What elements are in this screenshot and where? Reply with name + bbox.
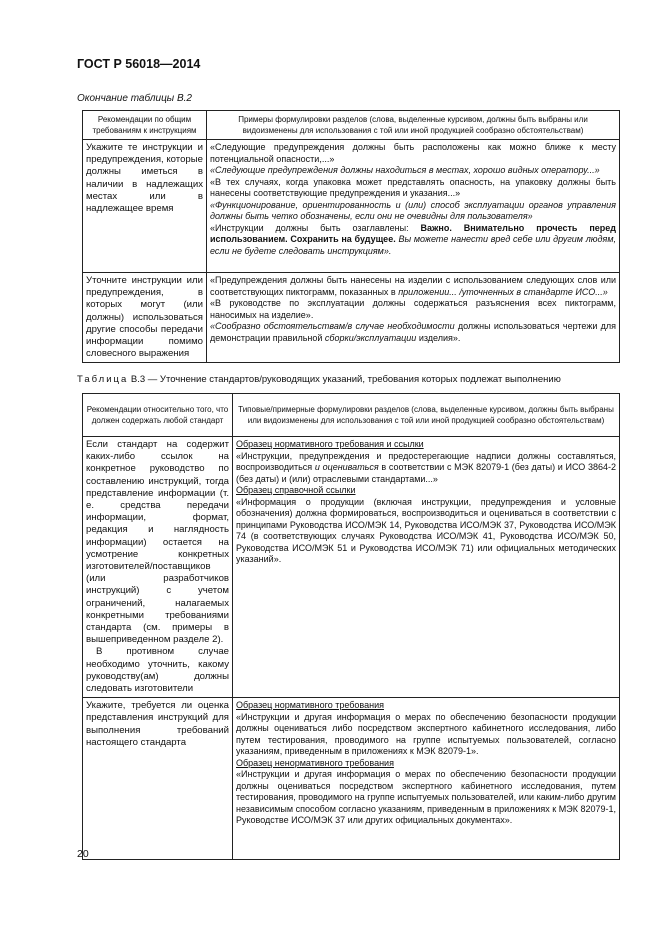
example-text: «Следующие предупреждения должны находиться в местах, хорошо видных оператору...»: [210, 165, 600, 175]
section-title: Образец ненормативного требования: [236, 757, 394, 768]
recommendation-cell: Уточните инструкции или предупреждения, в которых могут (или должны) использоваться другие способы передачи информации помимо словесного выражения: [83, 273, 207, 363]
column-header: Рекомендации по общим требованиям к инструкциям: [83, 111, 207, 140]
column-header: Примеры формулировки разделов (слова, выделенные курсивом, должны быть выбраны или видоизменены для использования с той или иной продукцией сообразно обстоятельствам): [207, 111, 620, 140]
column-header: Рекомендации относительно того, что должен содержать любой стандарт: [83, 394, 233, 437]
example-cell: [233, 437, 620, 698]
example-text: [210, 223, 616, 258]
section-title: Образец нормативного требования: [236, 700, 384, 711]
recommendation-cell: Укажите, требуется ли оценка представления инструкций для выполнения требований настоящего стандарта: [83, 698, 233, 860]
section-title: Образец справочной ссылки: [236, 485, 356, 495]
recommendation-cell: [83, 437, 233, 698]
text-run-italic: и оцениваться: [314, 462, 379, 472]
example-text: «Следующие предупреждения должны быть расположены как можно ближе к месту потенциальной опасности,...»: [210, 142, 616, 164]
text-run-italic: «Сообразно обстоятельствам/в случае необходимости: [210, 321, 455, 331]
table-row: [83, 437, 620, 698]
table-row: [83, 698, 620, 860]
text-run-bold: Важно. Внимательно прочесть перед использованием. Сохранить на будущее.: [210, 222, 616, 244]
text-run: изделия».: [416, 332, 461, 343]
text-run: «Инструкции должны быть озаглавлены:: [210, 222, 421, 233]
table-row: [83, 140, 620, 273]
table-b2: [82, 110, 620, 363]
table-b3-caption: [77, 374, 561, 385]
text-run: в соответствии с МЭК 82079-1 (без даты) и ИСО 3864-2 (без даты) и (или) отраслевыми стандартами...»: [236, 462, 616, 484]
example-cell: [207, 273, 620, 363]
section-title: Образец нормативного требования и ссылки: [236, 439, 424, 449]
table-continuation-caption: Окончание таблицы В.2: [77, 93, 192, 104]
caption-label: Таблица: [77, 374, 129, 385]
example-text: «В тех случаях, когда упаковка может представлять опасность, на упаковку должны быть нанесены соответствующие предупреждения и указания...»: [210, 176, 616, 198]
example-text: [210, 321, 616, 344]
recommendation-text: Если стандарт на содержит каких-либо ссылок на конкретное руководство по составлению инструкций, тогда представление информации (т. е. средства передачи информации, формат, редакция и наглядность информации) остается на усмотрение конкретных изготовителей/поставщиков (или разработчиков инструкций) с учетом ограничений, налагаемых конкретными требованиями стандарта (см. примеры в вышеприведенном разделе 2).: [86, 439, 229, 646]
caption-text: В.3 — Уточнение стандартов/руководящих указаний, требования которых подлежат выполнению: [128, 374, 561, 385]
table-header-row: [83, 111, 620, 140]
example-cell: [207, 140, 620, 273]
column-header: Типовые/примерные формулировки разделов (слова, выделенные курсивом, должны быть выбраны или видоизменены для использования с той или иной продукцией сообразно обстоятельствам): [233, 394, 620, 437]
recommendation-text: В противном случае необходимо уточнить, какому руководству(ам) должны следовать изготовители: [86, 646, 229, 695]
example-cell: [233, 698, 620, 860]
text-run: «Предупреждения должны быть нанесены на изделии с использованием следующих слов или соответствующих пиктограмм, показанных в: [210, 275, 616, 297]
example-text: «Информация о продукции (включая инструкции, предупреждения и условные обозначения) должна формироваться, воспроизводиться и оцениваться в соответствии с принципами Руководства ИСО/МЭК 14, Руководства ИСО/МЭК 37, Руководства ИСО/МЭК 74 (в соответствующих случаях Руководства ИСО/МЭК 41, Руководства ИСО/МЭК 50, Руководства ИСО/МЭК 51 и Руководства ИСО/МЭК 71) или официальных методических указаний».: [236, 496, 616, 564]
text-run: должны использоваться чертежи для демонстрации правильной: [210, 321, 616, 343]
document-id: ГОСТ Р 56018—2014: [77, 57, 201, 71]
text-run: «Инструкции, предупреждения и предостерегающие надписи должны составляться, воспроизводиться: [236, 450, 616, 472]
example-text: «Инструкции и другая информация о мерах по обеспечению безопасности продукции должны оцениваться посредством экспертного кабинетного исследования, путем тестирования, проводимого на группе испытуемых пользователей, или каким-либо другим независимым способом согласно указаниям, приведенным в приложениях к МЭК 82079-1, Руководстве ИСО/МЭК 37 или других официальных документах».: [236, 769, 616, 826]
table-header-row: [83, 394, 620, 437]
text-run-italic: сборки/эксплуатации: [324, 332, 417, 343]
example-text: «В руководстве по эксплуатации должны содержаться разъяснения всех пиктограмм, наносимых на изделие».: [210, 298, 616, 320]
example-text: [236, 451, 616, 486]
text-run-italic: приложении... /уточненных в стандарте ИСО...»: [398, 286, 608, 297]
text-run-italic: Вы можете нанести вред себе или другим людям, если не будете следовать инструкциям».: [210, 234, 617, 256]
example-text: «Функционирование, ориентированность и (или) способ эксплуатации органов управления должны быть четко обозначены, если они не очевидны для пользователя»: [210, 199, 616, 221]
example-text: «Инструкции и другая информация о мерах по обеспечению безопасности продукции должны оцениваться либо посредством экспертного кабинетного исследования, либо путем тестирования, проводимого на группе испытуемых пользователей, согласно указаниям, приведенным в приложениях к МЭК 82079-1».: [236, 711, 616, 757]
table-row: [83, 273, 620, 363]
table-b3: [82, 393, 620, 860]
page-number: 20: [77, 848, 89, 860]
recommendation-cell: Укажите те инструкции и предупреждения, которые должны иметься в наличии в надлежащих местах или в надлежащее время: [83, 140, 207, 273]
example-text: [210, 275, 616, 298]
